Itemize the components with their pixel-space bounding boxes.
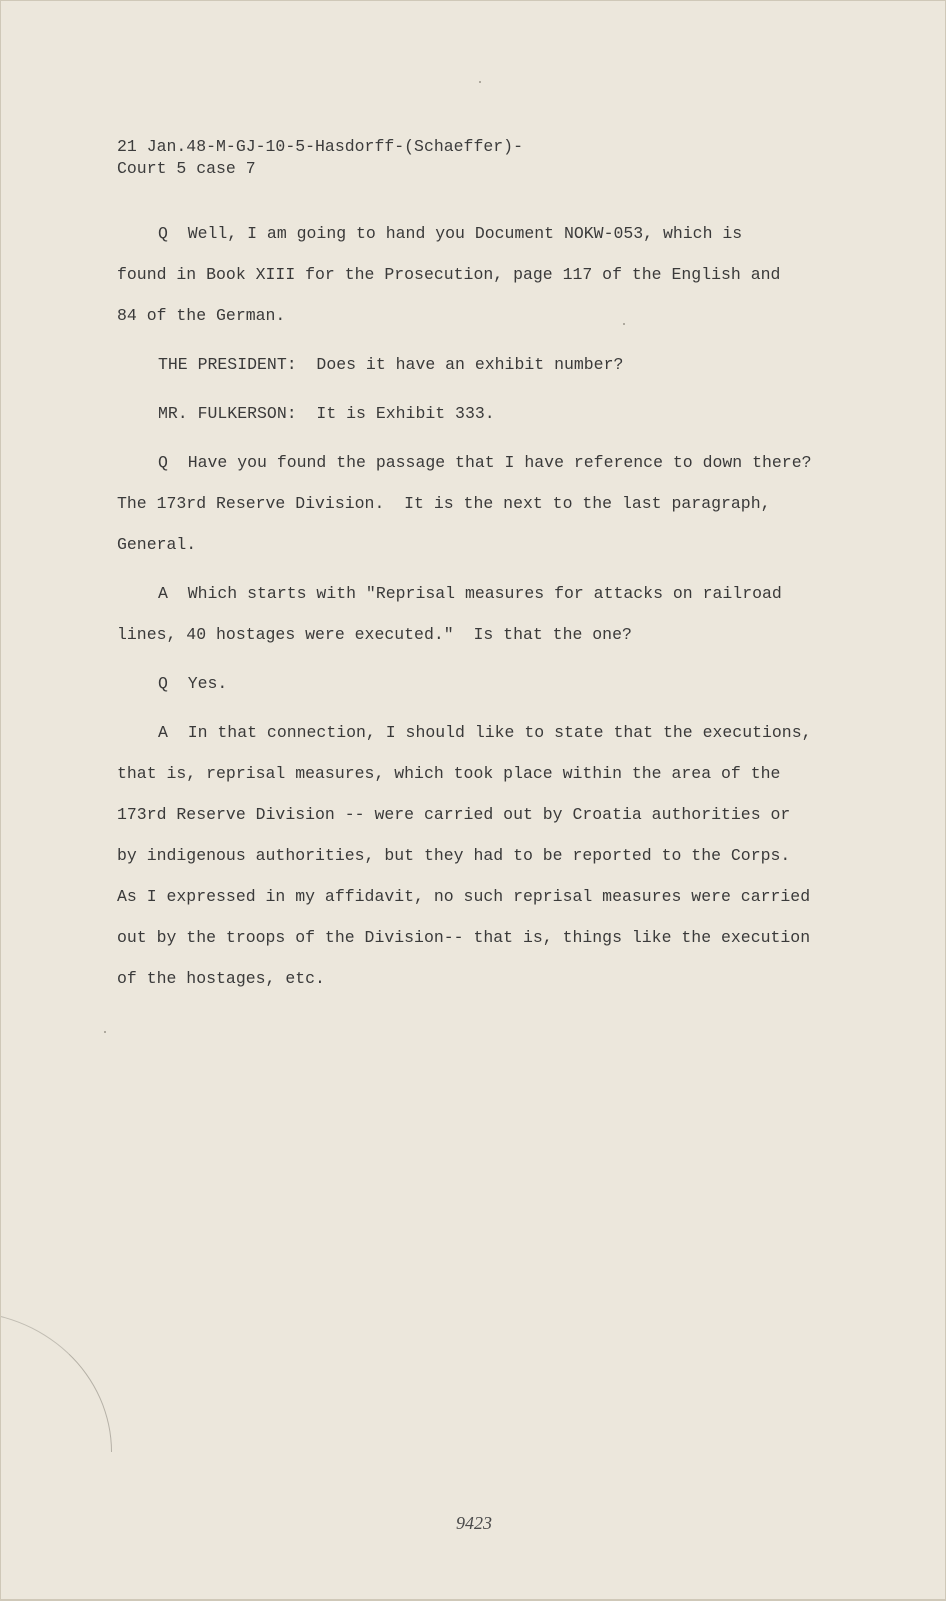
document-page [1,1,945,1599]
document-header [117,136,523,180]
text-line: A Which starts with "Reprisal measures for attacks on railroad [158,584,782,603]
paragraph-answer-connection [117,712,847,999]
paper-fleck [479,81,481,83]
text-line: lines, 40 hostages were executed." Is that the one? [117,625,632,644]
page-number: 9423 [456,1513,492,1533]
text-line: Q Well, I am going to hand you Document NOKW-053, which is [158,224,743,243]
text-line: of the hostages, etc. [117,969,325,988]
transcript-body [117,213,847,1007]
text-line: by indigenous authorities, but they had to be reported to the Corps. [117,846,791,865]
text-line: found in Book XIII for the Prosecution, page 117 of the English and [117,265,781,284]
text-line: As I expressed in my affidavit, no such reprisal measures were carried [117,887,811,906]
text-line: THE PRESIDENT: Does it have an exhibit number? [158,355,624,374]
text-line: The 173rd Reserve Division. It is the next to the last paragraph, [117,494,771,513]
header-line-1: 21 Jan.48-M-GJ-10-5-Hasdorff-(Schaeffer)- [117,137,523,156]
text-line: A In that connection, I should like to state that the executions, [158,723,812,742]
paragraph-president [117,344,847,385]
paragraph-fulkerson [117,393,847,434]
paragraph-question-yes [117,663,847,704]
paper-crease-mark [1,1311,112,1452]
header-line-2: Court 5 case 7 [117,159,256,178]
text-line: 84 of the German. [117,306,286,325]
text-line: 173rd Reserve Division -- were carried out by Croatia authorities or [117,805,791,824]
text-line: Q Yes. [158,674,228,693]
paragraph-answer-reprisal [117,573,847,655]
paper-fleck [623,323,625,325]
text-line: General. [117,535,197,554]
paper-fleck [104,1031,106,1033]
text-line: Q Have you found the passage that I have reference to down there? [158,453,812,472]
text-line: that is, reprisal measures, which took place within the area of the [117,764,781,783]
paragraph-question-passage [117,442,847,565]
paragraph-question-document [117,213,847,336]
text-line: MR. FULKERSON: It is Exhibit 333. [158,404,495,423]
text-line: out by the troops of the Division-- that is, things like the execution [117,928,811,947]
